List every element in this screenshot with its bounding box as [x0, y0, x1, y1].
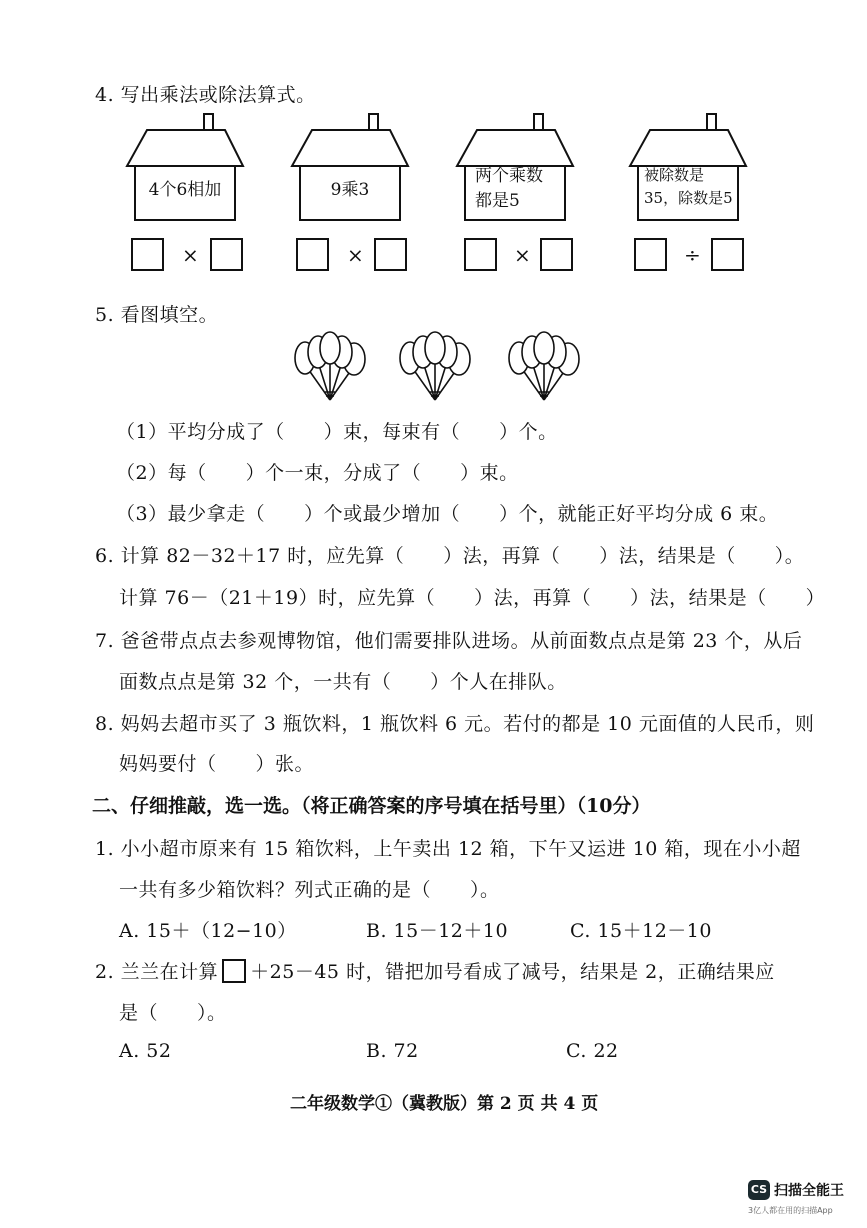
q7-line-1: 7. 爸爸带点点去参观博物馆，他们需要排队进场。从前面数点点是第 23 个，从后 — [95, 630, 803, 652]
mc2-suffix: ＋25－45 时，错把加号看成了减号，结果是 2，正确结果应 — [250, 961, 775, 983]
camscanner-logo-icon: CS — [748, 1180, 770, 1200]
answer-box[interactable] — [210, 238, 243, 271]
house-3-text: 两个乘数都是5 — [475, 166, 543, 211]
mc1-option-c: C. 15＋12－10 — [570, 920, 712, 942]
section-2-title: 二、仔细推敲，选一选。（将正确答案的序号填在括号里）（10分） — [92, 795, 651, 817]
q5-item-2: （2）每（ ）个一束，分成了（ ）束。 — [116, 462, 519, 484]
mc1-line-1: 1. 小小超市原来有 15 箱饮料，上午卖出 12 箱，下午又运进 10 箱，现在小小超 — [95, 838, 801, 860]
camscanner-tagline: 3亿人都在用的扫描App — [748, 1206, 833, 1215]
blank-box[interactable] — [222, 959, 246, 983]
mc2-option-c: C. 22 — [566, 1040, 619, 1062]
house-4 — [628, 112, 748, 224]
q7-line-2: 面数点点是第 32 个，一共有（ ）个人在排队。 — [119, 671, 567, 693]
mc1-option-a: A. 15＋（12−10） — [119, 920, 297, 942]
house-1-text: 4个6相加 — [148, 180, 222, 200]
divide-sign: ÷ — [684, 243, 701, 267]
house-4-text: 被除数是35，除数是5 — [644, 166, 733, 207]
q8-line-2: 妈妈要付（ ）张。 — [119, 753, 315, 775]
mc2-line-1 — [95, 957, 775, 984]
multiply-sign: × — [347, 243, 364, 267]
answer-box[interactable] — [711, 238, 744, 271]
camscanner-name: 扫描全能王 — [774, 1183, 844, 1199]
answer-box[interactable] — [634, 238, 667, 271]
house-icon — [125, 112, 245, 224]
mc2-prefix: 2. 兰兰在计算 — [95, 961, 219, 983]
answer-box[interactable] — [540, 238, 573, 271]
house-3 — [455, 112, 575, 224]
house-1 — [125, 112, 245, 224]
page-footer: 二年级数学①（冀教版）第 2 页 共 4 页 — [290, 1094, 599, 1114]
house-icon — [290, 112, 410, 224]
answer-box[interactable] — [464, 238, 497, 271]
house-2 — [290, 112, 410, 224]
balloon-bunch-icon — [397, 330, 473, 402]
answer-box[interactable] — [131, 238, 164, 271]
q4-title: 4. 写出乘法或除法算式。 — [95, 84, 316, 106]
q5-item-3: （3）最少拿走（ ）个或最少增加（ ）个，就能正好平均分成 6 束。 — [116, 503, 779, 525]
answer-box[interactable] — [374, 238, 407, 271]
mc2-option-b: B. 72 — [366, 1040, 419, 1062]
mc1-line-2: 一共有多少箱饮料？列式正确的是（ ）。 — [119, 879, 500, 901]
answer-box[interactable] — [296, 238, 329, 271]
q5-item-1: （1）平均分成了（ ）束，每束有（ ）个。 — [116, 421, 558, 443]
q5-title: 5. 看图填空。 — [95, 304, 219, 326]
q8-line-1: 8. 妈妈去超市买了 3 瓶饮料，1 瓶饮料 6 元。若付的都是 10 元面值的人民币，则 — [95, 713, 815, 735]
mc2-option-a: A. 52 — [119, 1040, 172, 1062]
balloon-bunch-icon — [292, 330, 368, 402]
multiply-sign: × — [182, 243, 199, 267]
mc2-line-2: 是（ ）。 — [119, 1002, 227, 1024]
multiply-sign: × — [514, 243, 531, 267]
mc1-option-b: B. 15－12＋10 — [366, 920, 509, 942]
q6-line-2: 计算 76－（21＋19）时，应先算（ ）法，再算（ ）法，结果是（ ） — [119, 587, 826, 609]
q6-line-1: 6. 计算 82－32＋17 时，应先算（ ）法，再算（ ）法，结果是（ ）。 — [95, 545, 805, 567]
balloon-bunch-icon — [506, 330, 582, 402]
house-2-text: 9乘3 — [330, 180, 370, 200]
